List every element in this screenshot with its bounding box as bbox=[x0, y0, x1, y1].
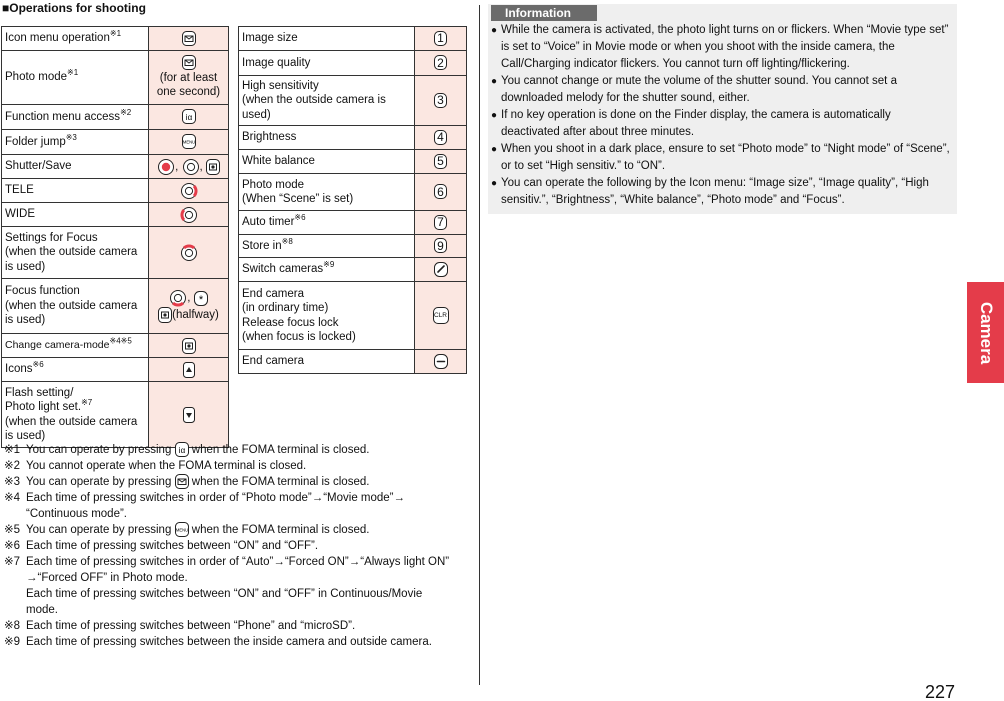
operation-label: Folder jump$^{※3}$ bbox=[2, 130, 149, 155]
footnote-text: Each time of pressing switches between “ON” and “OFF”. bbox=[26, 540, 319, 552]
information-tag: Information bbox=[491, 5, 597, 21]
camera-key-icon bbox=[182, 338, 196, 354]
nav-right-key-icon bbox=[180, 182, 198, 200]
mail-key-icon bbox=[182, 55, 196, 70]
operation-label: WIDE bbox=[2, 203, 149, 227]
footnote bbox=[4, 522, 470, 538]
footnote-mark: ※6 bbox=[294, 213, 306, 223]
digit-key-icon: 7 bbox=[434, 215, 447, 230]
footnote bbox=[4, 490, 470, 522]
bullet-dot: ● bbox=[491, 110, 498, 121]
footnote-text: Each time of pressing switches between “Phone” and “microSD”. bbox=[26, 620, 356, 632]
key-cell bbox=[149, 27, 229, 51]
operation-label: Change camera-mode$^{※4※5}$ bbox=[2, 334, 149, 358]
table-row bbox=[239, 282, 467, 350]
page-number: 227 bbox=[925, 682, 956, 701]
operation-label: Icon menu operation$^{※1}$ bbox=[2, 27, 149, 51]
key-cell bbox=[415, 350, 467, 374]
operation-label: Settings for Focus (when the outside camera is used) bbox=[2, 227, 149, 279]
information-bullet bbox=[491, 141, 951, 175]
nav-down-key-icon bbox=[169, 289, 187, 307]
key-cell bbox=[415, 282, 467, 350]
center-key-icon bbox=[157, 158, 175, 176]
information-bullet bbox=[491, 107, 951, 141]
bullet-dot: ● bbox=[491, 76, 498, 87]
table-row bbox=[2, 179, 229, 203]
mail-key-icon bbox=[182, 31, 196, 46]
digit-key-icon: 5 bbox=[434, 154, 447, 169]
footnote-mark: ※9 bbox=[323, 260, 335, 270]
footnote-mark: ※1 bbox=[109, 29, 122, 39]
digit-key-icon: 9 bbox=[434, 238, 447, 253]
operation-label: Shutter/Save bbox=[2, 155, 149, 179]
key-cell bbox=[415, 51, 467, 76]
key-cell bbox=[149, 334, 229, 358]
footnote-mark: ※6 bbox=[32, 360, 44, 370]
key-cell bbox=[415, 150, 467, 174]
operation-label: Photo mode$^{※1}$ bbox=[2, 51, 149, 105]
operation-label: White balance bbox=[239, 150, 415, 174]
key-cell bbox=[149, 130, 229, 155]
table-row bbox=[239, 51, 467, 76]
mail-key-icon bbox=[175, 474, 189, 489]
key-note: (for at least one second) bbox=[156, 71, 221, 99]
information-bullet bbox=[491, 73, 951, 107]
svg-text:MENU: MENU bbox=[182, 139, 195, 145]
key-cell bbox=[415, 174, 467, 211]
asterisk-key-icon bbox=[194, 291, 208, 306]
clear-key-icon: CLR bbox=[433, 307, 449, 324]
table-row bbox=[2, 203, 229, 227]
footnote-mark: ※6 bbox=[4, 540, 21, 552]
key-cell: , * (halfway) bbox=[149, 279, 229, 334]
menu-key-icon bbox=[175, 522, 189, 537]
svg-text:iα: iα bbox=[178, 446, 185, 456]
imode-key-icon bbox=[175, 442, 189, 457]
footnote-mark: ※3 bbox=[4, 476, 21, 488]
footnote-text: Each time of pressing switches between the inside camera and outside camera. bbox=[26, 636, 432, 648]
table-row bbox=[239, 150, 467, 174]
footnote bbox=[4, 554, 470, 618]
key-cell bbox=[149, 382, 229, 448]
footnote-mark: ※9 bbox=[4, 636, 21, 648]
digit-key-icon: 1 bbox=[434, 31, 447, 46]
information-bullet bbox=[491, 22, 951, 73]
operation-label: End camera (in ordinary time) Release focus lock (when focus is locked) bbox=[239, 282, 415, 350]
operation-label: Brightness bbox=[239, 126, 415, 150]
footnote-mark: ※2 bbox=[4, 460, 21, 472]
menu-key-icon bbox=[182, 134, 196, 149]
table-row bbox=[2, 334, 229, 358]
footnote-text: You can operate by pressing when the FOMA terminal is closed. bbox=[26, 476, 370, 488]
footnote bbox=[4, 474, 470, 490]
table-row bbox=[2, 358, 229, 382]
table-row bbox=[239, 27, 467, 51]
operations-table-left bbox=[1, 26, 229, 448]
table-row bbox=[2, 27, 229, 51]
bullet-text: While the camera is activated, the photo light turns on or flickers. When “Movie type set” is set to “Voice” in Movie mode or when you shoot with the inside camera, the Call/Charging indicator flickers. You cannot turn off lighting/flickering. bbox=[501, 24, 949, 70]
table-row bbox=[2, 51, 229, 105]
information-bullet bbox=[491, 175, 951, 209]
call-icon bbox=[434, 262, 448, 277]
footnote-text: You cannot operate when the FOMA terminal is closed. bbox=[26, 460, 307, 472]
table-row bbox=[239, 76, 467, 126]
footnote-mark: ※8 bbox=[4, 620, 21, 632]
footnotes bbox=[4, 442, 470, 650]
nav-key-icon bbox=[182, 158, 200, 176]
operation-label: Function menu access$^{※2}$ bbox=[2, 105, 149, 130]
footnote-mark: ※4 bbox=[4, 492, 21, 504]
operation-label: Photo mode (When “Scene” is set) bbox=[239, 174, 415, 211]
bullet-text: When you shoot in a dark place, ensure to set “Photo mode” to “Night mode” of “Scene”, or to set “High sensitiv.” to “ON”. bbox=[501, 143, 950, 172]
footnote-mark: ※2 bbox=[120, 107, 132, 117]
key-cell bbox=[149, 179, 229, 203]
key-cell bbox=[149, 227, 229, 279]
side-camera-key-icon bbox=[206, 159, 220, 175]
key-cell: , , bbox=[149, 155, 229, 179]
key-cell bbox=[149, 203, 229, 227]
key-note: (halfway) bbox=[172, 309, 219, 322]
table-row bbox=[239, 126, 467, 150]
svg-text:MENU: MENU bbox=[175, 527, 188, 533]
bullet-text: You can operate the following by the Icon menu: “Image size”, “Image quality”, “High sensitiv.”, “Brightness”, “White balance”, “Photo mode” and “Focus”. bbox=[501, 177, 929, 206]
footnote-text: Each time of pressing switches in order of “Photo mode”→“Movie mode”→ “Continuous mode”. bbox=[26, 492, 406, 520]
key-cell bbox=[149, 51, 229, 105]
bullet-text: If no key operation is done on the Finder display, the camera is automatically deactivated after about three minutes. bbox=[501, 109, 891, 138]
table-row bbox=[2, 382, 229, 448]
key-cell bbox=[415, 76, 467, 126]
table-row bbox=[2, 155, 229, 179]
operation-label: Focus function (when the outside camera is used) bbox=[2, 279, 149, 334]
imode-key-icon bbox=[182, 109, 196, 124]
digit-key-icon: 4 bbox=[434, 130, 447, 145]
table-row bbox=[2, 227, 229, 279]
bullet-dot: ● bbox=[491, 178, 498, 189]
nav-up-key-icon bbox=[180, 244, 198, 262]
table-row bbox=[2, 279, 229, 334]
operation-label: Image quality bbox=[239, 51, 415, 76]
key-cell bbox=[415, 258, 467, 282]
information-box bbox=[488, 4, 957, 214]
footnote bbox=[4, 538, 470, 554]
footnote-text: Each time of pressing switches in order of “Auto”→“Forced ON”→“Always light ON” →“Forced OFF” in Photo mode. Each time of pressing switches between “ON” and “OFF” in Continuous/Movie mode. bbox=[26, 556, 450, 616]
footnote-mark: ※3 bbox=[65, 132, 77, 142]
key-cell bbox=[149, 105, 229, 130]
footnote-mark: ※7 bbox=[81, 398, 93, 408]
key-cell bbox=[149, 358, 229, 382]
operation-label: Store $in^{※8}$ bbox=[239, 235, 415, 258]
footnote-mark: ※1 bbox=[67, 68, 79, 78]
key-cell bbox=[415, 211, 467, 235]
side-up-key-icon bbox=[183, 362, 195, 378]
key-cell bbox=[415, 126, 467, 150]
footnote-mark: ※5 bbox=[4, 524, 21, 536]
digit-key-icon: 6 bbox=[434, 184, 447, 199]
nav-left-key-icon bbox=[180, 206, 198, 224]
table-row bbox=[239, 258, 467, 282]
chapter-tab bbox=[967, 282, 1004, 383]
operation-label: High sensitivity (when the outside camera is used) bbox=[239, 76, 415, 126]
footnote bbox=[4, 458, 470, 474]
digit-key-icon: 2 bbox=[434, 55, 447, 70]
footnote-mark: ※1 bbox=[4, 444, 21, 456]
operation-label: Switch cameras$^{※9}$ bbox=[239, 258, 415, 282]
table-row bbox=[239, 211, 467, 235]
operation-label: Flash setting/ Photo light set.$^{※7}$ (when the outside camera is used) bbox=[2, 382, 149, 448]
key-cell bbox=[415, 27, 467, 51]
footnote bbox=[4, 618, 470, 634]
footnote-mark: ※4※5 bbox=[109, 336, 132, 346]
bullet-dot: ● bbox=[491, 25, 498, 36]
footnote-text: You can operate by pressing MENU when the FOMA terminal is closed. bbox=[26, 524, 370, 536]
footnote-text: You can operate by pressing iα when the FOMA terminal is closed. bbox=[26, 444, 370, 456]
table-row bbox=[239, 235, 467, 258]
operation-label: TELE bbox=[2, 179, 149, 203]
digit-key-icon: 3 bbox=[434, 93, 447, 108]
footnote-mark: ※7 bbox=[4, 556, 21, 568]
table-row bbox=[239, 350, 467, 374]
side-down-key-icon bbox=[183, 407, 195, 423]
svg-text:iα: iα bbox=[185, 113, 192, 123]
end-icon bbox=[434, 354, 448, 369]
footnote-mark: ※8 bbox=[281, 236, 293, 246]
footnote bbox=[4, 442, 470, 458]
operation-label: Image size bbox=[239, 27, 415, 51]
side-camera-key-icon bbox=[158, 307, 172, 323]
section-title: ■Operations for shooting bbox=[2, 1, 146, 15]
table-row bbox=[2, 130, 229, 155]
chapter-tab-label: Camera bbox=[976, 301, 996, 364]
operation-label: End camera bbox=[239, 350, 415, 374]
table-row bbox=[239, 174, 467, 211]
table-row bbox=[2, 105, 229, 130]
bullet-text: You cannot change or mute the volume of the shutter sound. You cannot set a downloaded melody for the shutter sound, either. bbox=[501, 75, 897, 104]
operation-label: Icons$^{※6}$ bbox=[2, 358, 149, 382]
svg-text:*: * bbox=[198, 293, 203, 306]
key-cell bbox=[415, 235, 467, 258]
bullet-dot: ● bbox=[491, 144, 498, 155]
operations-table-right bbox=[238, 26, 467, 374]
footnote bbox=[4, 634, 470, 650]
column-divider bbox=[479, 5, 480, 685]
operation-label: Auto timer$^{※6}$ bbox=[239, 211, 415, 235]
